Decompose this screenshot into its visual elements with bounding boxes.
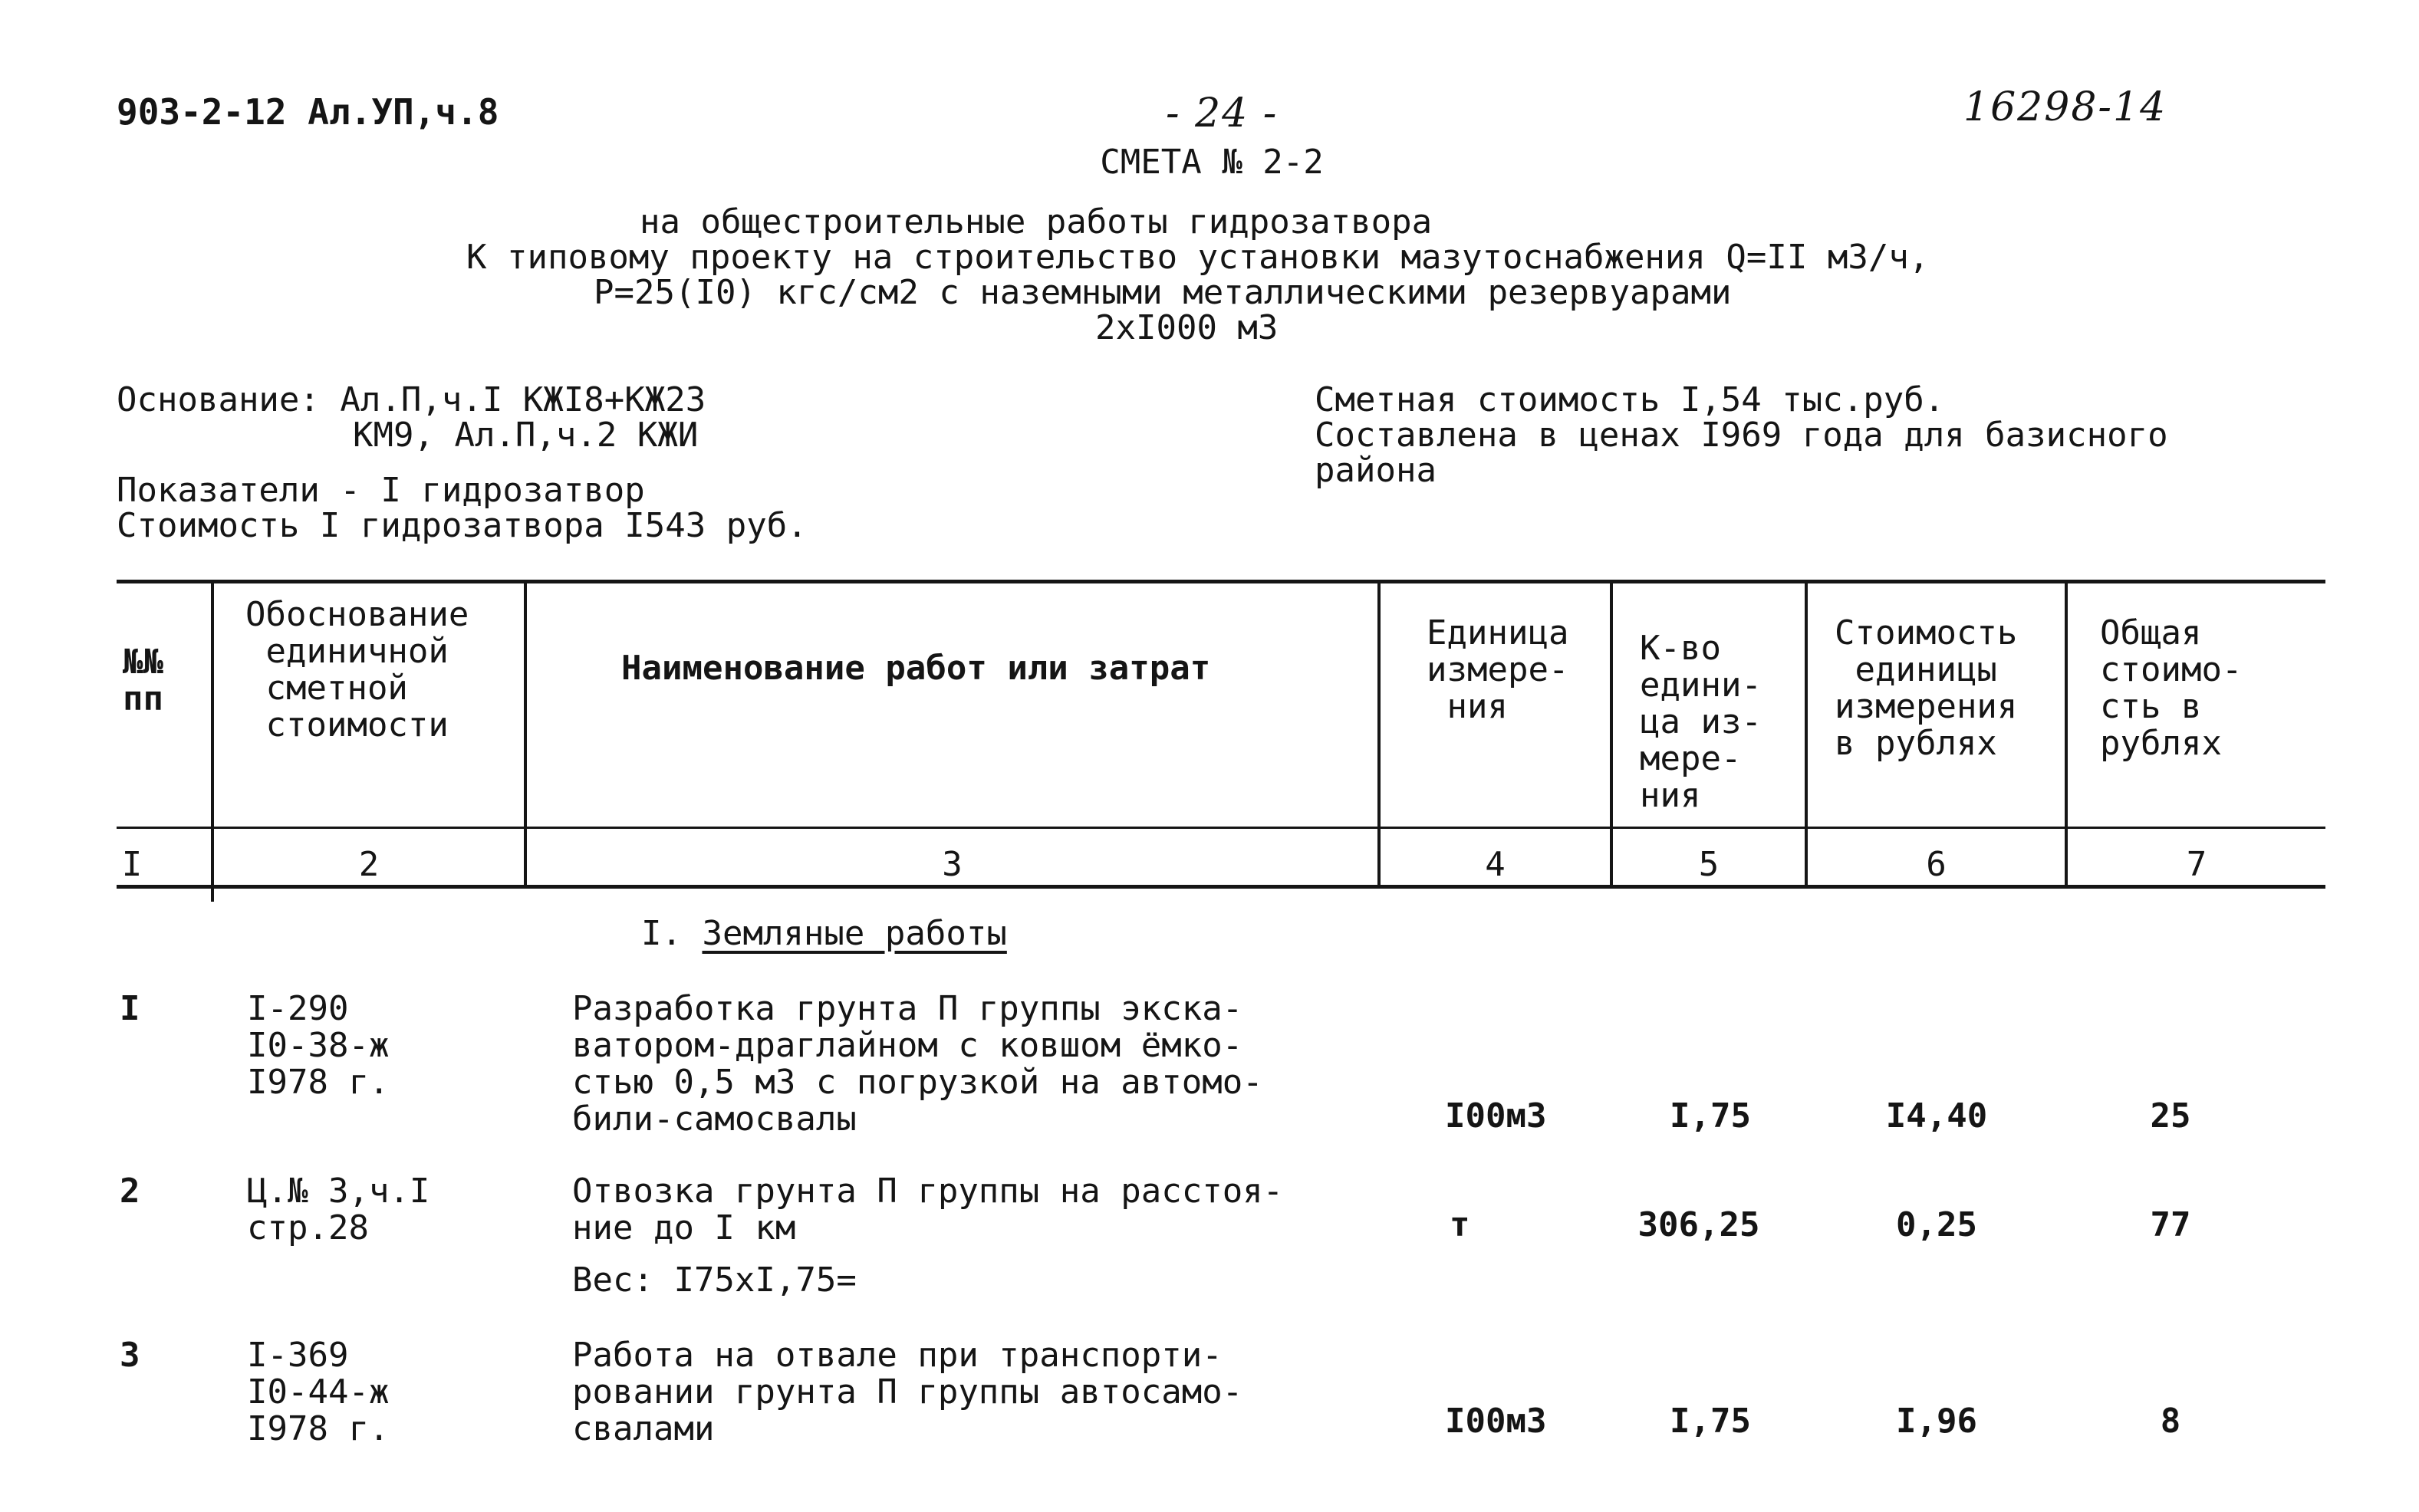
- header-quantity: К-во едини- ца из- мере- ния: [1640, 629, 1762, 815]
- header-work-name: Наименование работ или затрат: [621, 649, 1211, 688]
- row-unit-cost: I4,40: [1885, 1096, 1988, 1136]
- header-number: №№ пп: [123, 643, 163, 718]
- title-line-1: на общестроительные работы гидрозатвора: [640, 202, 1433, 242]
- indicators-line-2: Стоимость I гидрозатвора I543 руб.: [117, 506, 808, 545]
- row-basis: I-290 I0-38-ж I978 г.: [247, 989, 390, 1102]
- header-total-cost: Общая стоимо- сть в рублях: [2100, 613, 2243, 763]
- row-unit-cost: I,96: [1896, 1402, 1977, 1441]
- row-quantity: I,75: [1670, 1402, 1751, 1441]
- basis-line-1: Основание: Ал.П,ч.I КЖI8+КЖ23: [117, 380, 706, 419]
- title-line-3: Р=25(I0) кгс/см2 с наземными металлическими резервуарами: [594, 273, 1732, 312]
- page-number: - 24 -: [1166, 90, 1279, 136]
- row-number: I: [120, 989, 140, 1028]
- column-divider: [2065, 580, 2068, 886]
- column-number: 4: [1485, 845, 1506, 884]
- row-unit: I00м3: [1445, 1402, 1547, 1441]
- title-line-4: 2хI000 м3: [1095, 308, 1279, 347]
- title-line-2: К типовому проекту на строительство установки мазутоснабжения Q=II м3/ч,: [466, 238, 1930, 277]
- header-unit-cost: Стоимость единицы измерения в рублях: [1835, 613, 2018, 763]
- basis-line-2: КМ9, Ал.П,ч.2 КЖИ: [353, 416, 699, 455]
- handwritten-archive-number: 16298-14: [1963, 84, 2167, 130]
- row-note: Вес: I75хI,75=: [572, 1261, 857, 1300]
- row-unit: I00м3: [1445, 1096, 1547, 1136]
- column-number: 5: [1698, 845, 1720, 884]
- row-total: 8: [2160, 1402, 2181, 1441]
- column-number: 7: [2186, 845, 2207, 884]
- table-header-rule: [117, 827, 2325, 829]
- cost-info-line-1: Сметная стоимость I,54 тыс.руб.: [1315, 380, 1945, 419]
- estimate-heading: СМЕТА № 2-2: [1100, 143, 1324, 182]
- column-number: 3: [942, 845, 963, 884]
- row-work-name: Отвозка грунта П группы на расстоя- ние до I км: [572, 1172, 1284, 1247]
- row-work-name: Работа на отвале при транспорти- ровании грунта П группы автосамо- свалами: [572, 1336, 1243, 1448]
- column-divider: [1377, 580, 1381, 886]
- header-unit: Единица измере- ния: [1427, 613, 1569, 726]
- cost-info-line-3: района: [1315, 451, 1437, 490]
- column-number: 6: [1926, 845, 1947, 884]
- row-quantity: 306,25: [1637, 1205, 1760, 1244]
- row-number: 3: [120, 1336, 140, 1375]
- document-code: 903-2-12 Ал.УП,ч.8: [117, 91, 499, 133]
- table-top-rule: [117, 580, 2325, 583]
- indicators-line-1: Показатели - I гидрозатвор: [117, 471, 645, 510]
- row-basis: Ц.№ 3,ч.I стр.28: [247, 1172, 430, 1247]
- row-basis: I-369 I0-44-ж I978 г.: [247, 1336, 390, 1448]
- table-column-numbers-rule: [117, 885, 2325, 889]
- column-divider: [524, 580, 527, 886]
- row-work-name: Разработка грунта П группы экска- ватором-драглайном с ковшом ёмко- стью 0,5 м3 с погрузкой на автомо- били-самосвалы: [572, 989, 1263, 1139]
- row-total: 77: [2150, 1205, 2191, 1244]
- column-number: 2: [358, 845, 380, 884]
- row-unit-cost: 0,25: [1896, 1205, 1977, 1244]
- row-total: 25: [2150, 1096, 2191, 1136]
- cost-info-line-2: Составлена в ценах I969 года для базисного: [1315, 416, 2168, 455]
- section-title: Земляные работы: [702, 914, 1007, 953]
- row-unit: т: [1450, 1205, 1470, 1244]
- section-heading: [641, 915, 1007, 952]
- section-prefix: I.: [641, 914, 703, 953]
- column-divider: [1805, 580, 1808, 886]
- column-number: I: [121, 845, 143, 884]
- column-divider: [1610, 580, 1613, 886]
- row-quantity: I,75: [1670, 1096, 1751, 1136]
- row-number: 2: [120, 1172, 140, 1211]
- header-basis: Обоснование единичной сметной стоимости: [245, 595, 469, 744]
